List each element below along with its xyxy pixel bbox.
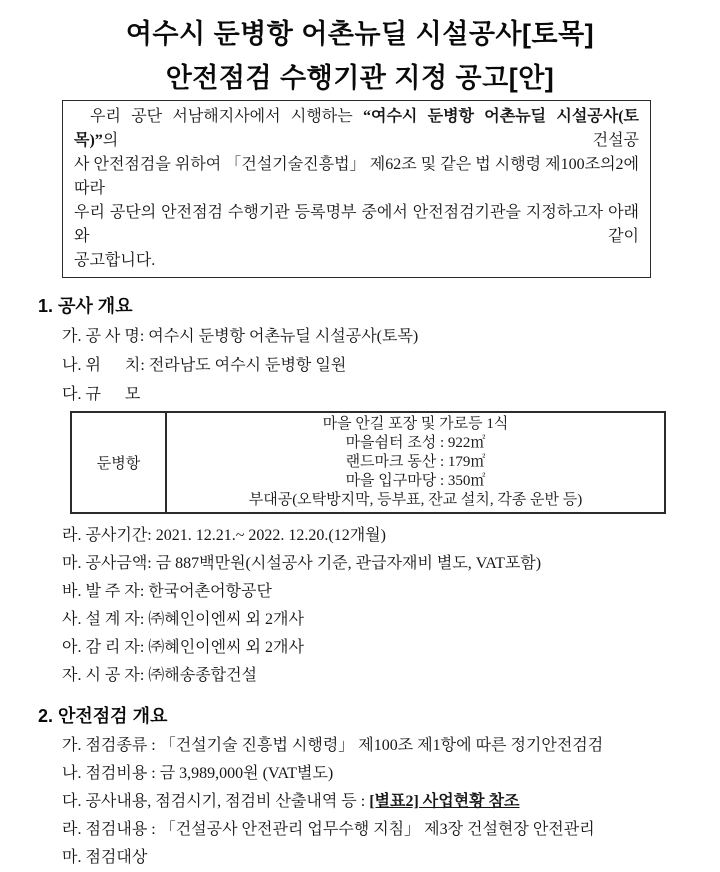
table-row-header: 둔병항 (71, 412, 166, 513)
intro-line-3: 우리 공단의 안전점검 수행기관 등록명부 중에서 안전점검기관을 지정하고자 아래와 같이 (74, 204, 639, 245)
list-item-inspection-target: 마. 점검대상 (62, 849, 148, 866)
project-name-emphasis: “여수시 둔병항 어촌뉴딜 시설공사(토목)” (74, 108, 640, 149)
section2-heading: 2. 안전점검 개요 (38, 706, 168, 726)
list-item-inspection-content: 라. 점검내용 : 「건설공사 안전관리 업무수행 지침」 제3장 건설현장 안전관리 (62, 821, 595, 838)
table-row (71, 412, 665, 513)
list-item-supervisor: 아. 감 리 자: ㈜혜인이엔씨 외 2개사 (62, 639, 304, 656)
list-item-designer: 사. 설 계 자: ㈜혜인이엔씨 외 2개사 (62, 611, 304, 628)
table-content-line: 부대공(오탁방지막, 등부표, 잔교 설치, 각종 운반 등) (248, 492, 583, 508)
scale-table (70, 411, 666, 514)
section1-items-b (0, 522, 720, 690)
table-content-line: 마을 안길 포장 및 가로등 1식 (322, 416, 509, 432)
list-item-period: 라. 공사기간: 2021. 12.21.~ 2022. 12.20.(12개월) (62, 527, 386, 544)
document-title-line1: 여수시 둔병항 어촌뉴딜 시설공사[토목] (125, 19, 595, 49)
intro-line-2: 사 안전점검을 위하여 「건설기술진흥법」 제62조 및 같은 법 시행령 제100조의2에 따라 (74, 156, 639, 197)
list-item-orderer: 바. 발 주 자: 한국어촌어항공단 (62, 583, 272, 600)
section1-heading: 1. 공사 개요 (38, 296, 133, 316)
list-item-construction-name: 가. 공 사 명: 여수시 둔병항 어촌뉴딜 시설공사(토목) (62, 328, 419, 345)
intro-line-4: 공고합니다. (74, 252, 156, 269)
annex-reference-link: [별표2] 사업현황 참조 (369, 793, 520, 810)
inspection-detail-pre: 다. 공사내용, 점검시기, 점검비 산출내역 등 : (62, 793, 370, 810)
document-title (0, 0, 720, 100)
document-title-line2: 안전점검 수행기관 지정 공고[안] (165, 63, 555, 93)
intro-line1-post: 의 건설공 (102, 132, 639, 149)
section1-items-a (0, 322, 720, 409)
table-content-line: 랜드마크 동산 : 179㎡ (345, 454, 486, 470)
list-item-amount: 마. 공사금액: 금 887백만원(시설공사 기준, 관급자재비 별도, VAT포함) (62, 555, 542, 572)
list-item-inspection-cost: 나. 점검비용 : 금 3,989,000원 (VAT별도) (62, 765, 334, 782)
list-item-scale: 다. 규 모 (62, 386, 141, 403)
table-content-line: 마을 입구마당 : 350㎡ (345, 473, 486, 489)
section2-items (0, 732, 720, 872)
intro-line-1 (74, 105, 639, 153)
list-item-location: 나. 위 치: 전라남도 여수시 둔병항 일원 (62, 357, 347, 374)
table-row-content (166, 412, 665, 513)
table-content-line: 마을쉼터 조성 : 922㎡ (345, 435, 486, 451)
intro-line1-pre: 우리 공단 서남해지사에서 시행하는 (90, 108, 363, 125)
list-item-contractor: 자. 시 공 자: ㈜해송종합건설 (62, 667, 258, 684)
list-item-inspection-type: 가. 점검종류 : 「건설기술 진흥법 시행령」 제100조 제1항에 따른 정기안전검검 (62, 737, 604, 754)
intro-box (62, 100, 651, 278)
